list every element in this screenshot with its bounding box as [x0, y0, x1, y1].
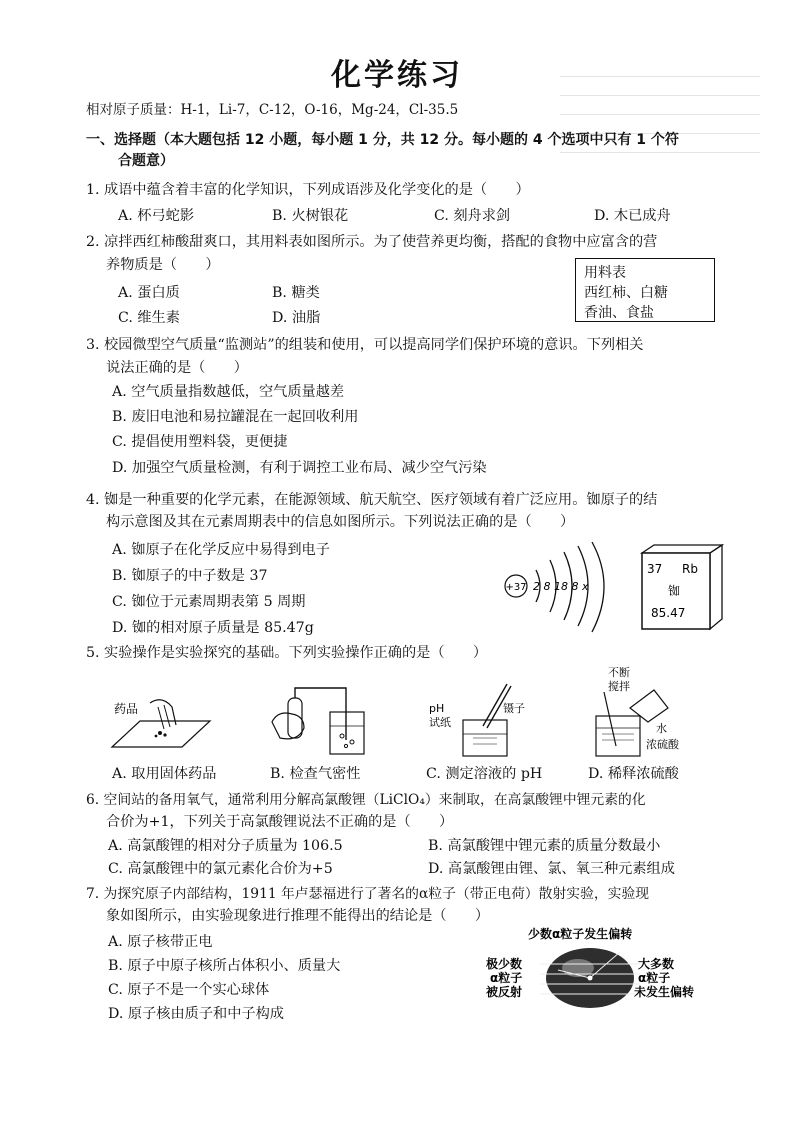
q3-option-b: B. 废旧电池和易拉罐混在一起回收利用	[112, 409, 359, 425]
q6-option-b: B. 高氯酸锂中锂元素的质量分数最小	[428, 838, 661, 854]
nucleus-charge: +37	[505, 582, 527, 593]
figure-take-solid-drug	[110, 685, 220, 755]
q3-option-a: A. 空气质量指数越低，空气质量越差	[112, 384, 345, 400]
q2-stem: 2. 凉拌西红柿酸甜爽口，其用料表如图所示。为了使营养更均衡，搭配的食物中应富含的营	[86, 234, 658, 250]
acid-label: 浓硫酸	[646, 738, 679, 751]
ph-label: pH	[429, 702, 445, 715]
q3-option-d: D. 加强空气质量检测，有利于调控工业布局、减少空气污染	[112, 460, 487, 476]
q3-stem: 3. 校园微型空气质量“监测站”的组装和使用，可以提高同学们保护环境的意识。下列相关	[86, 337, 644, 353]
fig-left-label: 被反射	[486, 985, 523, 999]
q2-option-d: D. 油脂	[272, 310, 321, 326]
q1-option-c: C. 刻舟求剑	[434, 208, 511, 224]
q7-option-b: B. 原子中原子核所占体积小、质量大	[108, 958, 341, 974]
q5-option-d: D. 稀释浓硫酸	[588, 766, 679, 782]
fig-right-label: α粒子	[638, 971, 671, 985]
q1-option-b: B. 火树银花	[272, 208, 349, 224]
figure-dilute-sulfuric-acid	[590, 664, 710, 760]
fig-top-label: 少数α粒子发生偏转	[528, 927, 633, 941]
q4-option-d: D. 铷的相对原子质量是 85.47g	[112, 620, 314, 636]
element-atomic-number: 37	[647, 562, 663, 576]
page-title: 化学练习	[331, 58, 463, 93]
q5-option-c: C. 测定溶液的 pH	[426, 766, 543, 782]
q5-option-a: A. 取用固体药品	[112, 766, 217, 782]
ph-paper-label: 试纸	[429, 716, 451, 729]
q7-stem-cont: 象如图所示，由实验现象进行推理不能得出的结论是（ ）	[106, 908, 490, 924]
q2-stem-cont: 养物质是（ ）	[106, 257, 220, 273]
electron-shells: 2 8 18 8 x	[533, 580, 589, 593]
q6-option-d: D. 高氯酸锂由锂、氯、氧三种元素组成	[428, 861, 675, 877]
q7-option-a: A. 原子核带正电	[108, 934, 213, 950]
water-label: 水	[656, 722, 667, 735]
fig-left-label: 极少数	[486, 957, 523, 971]
q2-option-c: C. 维生素	[118, 310, 180, 326]
element-symbol: Rb	[682, 562, 698, 576]
q7-option-d: D. 原子核由质子和中子构成	[108, 1006, 284, 1022]
q3-stem-cont: 说法正确的是（ ）	[106, 360, 248, 376]
fig-left-label: α粒子	[490, 971, 523, 985]
q7-stem: 7. 为探究原子内部结构，1911 年卢瑟福进行了著名的α粒子（带正电荷）散射实验，实验现	[86, 886, 650, 902]
q2-option-a: A. 蛋白质	[118, 285, 180, 301]
q7-option-c: C. 原子不是一个实心球体	[108, 982, 270, 998]
figure-check-airtightness	[268, 680, 378, 760]
q3-option-c: C. 提倡使用塑料袋，更便捷	[112, 434, 288, 450]
rb-element-cell	[632, 543, 724, 633]
figure-measure-ph	[425, 676, 545, 760]
rb-atom-structure-diagram	[500, 540, 630, 640]
stir-label: 不断	[608, 666, 630, 679]
q6-stem: 6. 空间站的备用氧气，通常利用分解高氯酸锂（LiClO₄）来制取，在高氯酸锂中锂元素的化	[86, 792, 646, 808]
alpha-scattering-figure	[470, 924, 730, 1024]
ingredient-row: 香油、食盐	[584, 305, 654, 321]
tweezers-label: 镊子	[503, 702, 525, 715]
q6-stem-cont: 合价为+1，下列关于高氯酸锂说法不正确的是（ ）	[106, 814, 454, 830]
q6-option-c: C. 高氯酸锂中的氯元素化合价为+5	[108, 861, 333, 877]
q5-stem: 5. 实验操作是实验探究的基础。下列实验操作正确的是（ ）	[86, 645, 488, 661]
q6-option-a: A. 高氯酸锂的相对分子质量为 106.5	[108, 838, 343, 854]
q5-option-b: B. 检查气密性	[270, 766, 361, 782]
element-mass: 85.47	[651, 606, 686, 620]
q1-option-d: D. 木已成舟	[594, 208, 671, 224]
section-heading-cont: 合题意）	[118, 153, 174, 169]
q4-option-c: C. 铷位于元素周期表第 5 周期	[112, 594, 306, 610]
q1-option-a: A. 杯弓蛇影	[118, 208, 195, 224]
q4-stem-cont: 构示意图及其在元素周期表中的信息如图所示。下列说法正确的是（ ）	[106, 514, 575, 530]
section-heading: 一、选择题（本大题包括 12 小题，每小题 1 分，共 12 分。每小题的 4 个选项中只有 1 个符	[86, 132, 679, 148]
ingredient-row: 西红柿、白糖	[584, 285, 668, 301]
q4-option-a: A. 铷原子在化学反应中易得到电子	[112, 542, 330, 558]
atomic-masses: 相对原子质量：H-1，Li-7，C-12，O-16，Mg-24，Cl-35.5	[86, 102, 459, 118]
fig-right-label: 大多数	[638, 957, 675, 971]
fig-right-label: 未发生偏转	[634, 985, 695, 999]
q4-stem: 4. 铷是一种重要的化学元素，在能源领域、航天航空、医疗领域有着广泛应用。铷原子的结	[86, 492, 658, 508]
drug-label: 药品	[114, 702, 139, 716]
q4-option-b: B. 铷原子的中子数是 37	[112, 568, 268, 584]
element-name: 铷	[668, 584, 681, 598]
stir-label-cont: 搅拌	[608, 680, 630, 693]
ingredient-table	[575, 258, 715, 322]
q1-stem: 1. 成语中蕴含着丰富的化学知识，下列成语涉及化学变化的是（ ）	[86, 182, 530, 198]
ingredient-table-title: 用料表	[584, 265, 626, 281]
q2-option-b: B. 糖类	[272, 285, 320, 301]
